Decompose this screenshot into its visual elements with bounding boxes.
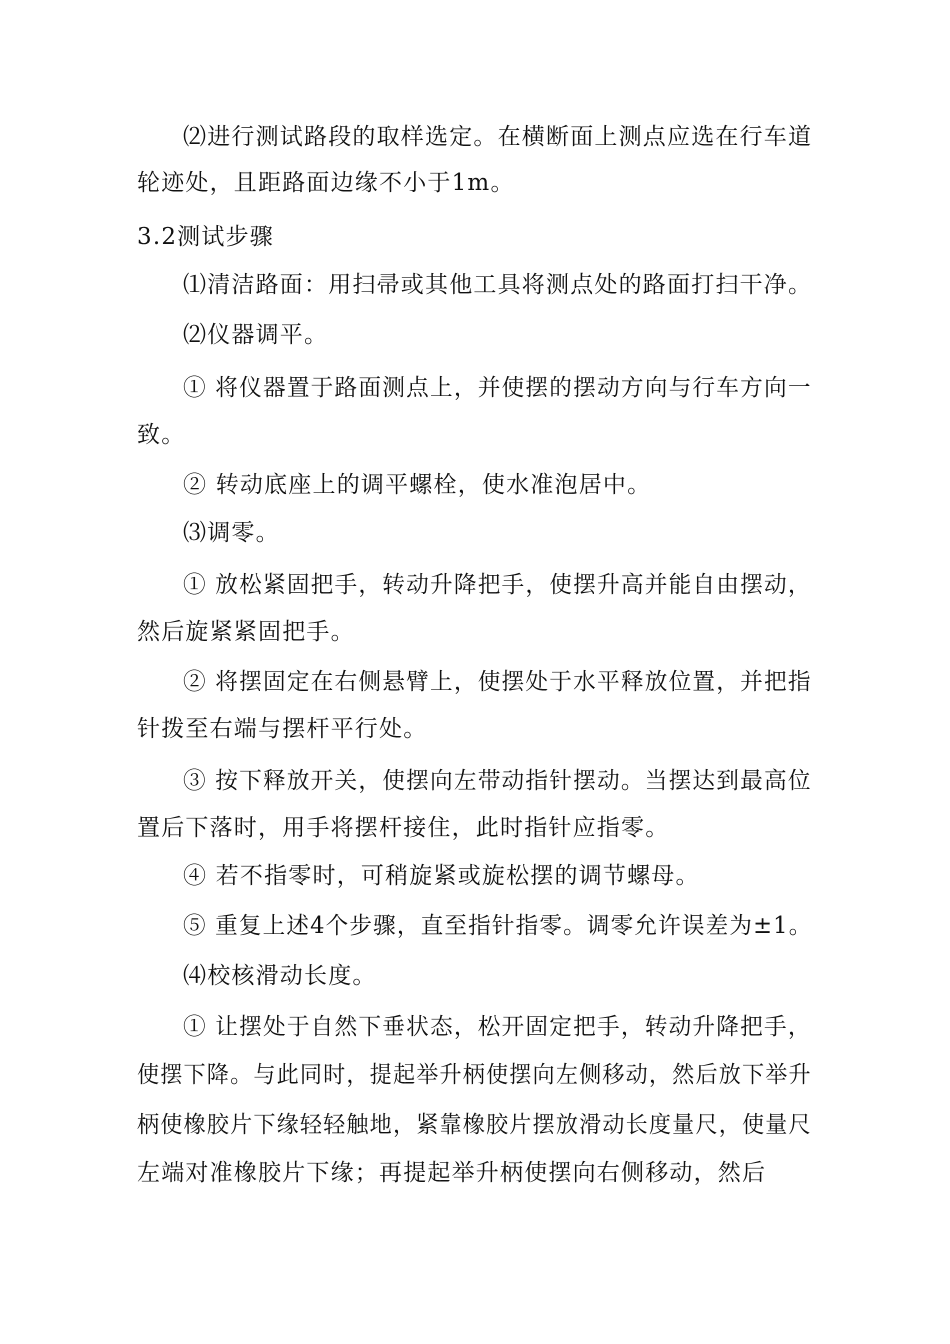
paragraph-line: 轮迹处，且距路面边缘不小于1m。 [137,170,515,196]
paragraph-line: ① 让摆处于自然下垂状态，松开固定把手，转动升降把手， [183,1014,812,1040]
paragraph-line: ⑵进行测试路段的取样选定。在横断面上测点应选在行车道 [183,124,813,150]
paragraph-line: ② 将摆固定在右侧悬臂上，使摆处于水平释放位置，并把指 [183,669,812,695]
paragraph-line: 致。 [137,422,186,448]
paragraph-line: ⑵仪器调平。 [183,322,329,348]
paragraph-line: 柄使橡胶片下缘轻轻触地，紧靠橡胶片摆放滑动长度量尺，使量尺 [137,1112,812,1138]
paragraph-line: ⑴清洁路面：用扫帚或其他工具将测点处的路面打扫干净。 [183,272,813,298]
paragraph-line: 针拨至右端与摆杆平行处。 [137,716,428,742]
paragraph-line: ④ 若不指零时，可稍旋紧或旋松摆的调节螺母。 [183,863,700,889]
paragraph-line: 左端对准橡胶片下缘；再提起举升柄使摆向右侧移动，然后 [137,1160,767,1186]
paragraph-line: ① 将仪器置于路面测点上，并使摆的摆动方向与行车方向一 [183,375,812,401]
paragraph-line: ⑷校核滑动长度。 [183,963,377,989]
paragraph-line: ① 放松紧固把手，转动升降把手，使摆升高并能自由摆动， [183,572,812,598]
paragraph-line: 使摆下降。与此同时，提起举升柄使摆向左侧移动，然后放下举升 [137,1062,812,1088]
section-heading: 3.2测试步骤 [137,224,274,250]
paragraph-line: ⑶调零。 [183,520,280,546]
paragraph-line: ⑤ 重复上述4个步骤，直至指针指零。调零允许误差为±1。 [183,913,813,939]
paragraph-line: ③ 按下释放开关，使摆向左带动指针摆动。当摆达到最高位 [183,768,812,794]
paragraph-line: 然后旋紧紧固把手。 [137,619,355,645]
paragraph-line: ② 转动底座上的调平螺栓，使水准泡居中。 [183,472,652,498]
paragraph-line: 置后下落时，用手将摆杆接住，此时指针应指零。 [137,815,670,841]
